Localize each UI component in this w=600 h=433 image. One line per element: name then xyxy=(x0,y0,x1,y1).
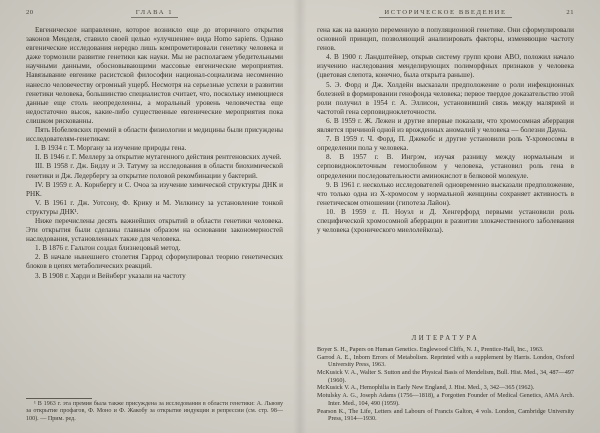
discovery-list-item: 6. В 1959 г. Ж. Лежен и другие впервые показали, что хромосомная аберрация является причиной одной из врожденных аномалий у человека — болезни Дауна. xyxy=(317,116,574,135)
discovery-list-item: 10. В 1959 г. П. Ноуэл и Д. Хенгерфорд первыми установили роль специфической хромосомной аберрации в развитии злокачественного заболевания у человека (хронического миелолейкоза). xyxy=(317,207,574,235)
nobel-list-item: V. В 1961 г. Дж. Уотсону, Ф. Крику и М. Уилкинсу за установление тонкой структуры ДНК¹. xyxy=(26,198,283,216)
reference-item: Boyer S. H., Papers on Human Genetics. Englewood Cliffs, N. J., Prentice-Hall, Inc., 1963. xyxy=(317,345,544,353)
discovery-list-item: 9. В 1961 г. несколько исследователей одновременно высказали предположение, что только одна из Х-хромосом у нормальной женщины сохраняет активность в генетическом отношении (гипотеза Лайон). xyxy=(317,180,574,207)
discoveries-list-left xyxy=(26,244,283,280)
page-number-right: 21 xyxy=(566,9,574,16)
discovery-list-item: 8. В 1957 г. В. Ингрэм, изучая разницу между нормальным и серповидноклеточным гемоглобином у человека, установил роль гена в определении последовательности аминокислот в белковой молекуле. xyxy=(317,153,574,180)
reference-item: McKusick V. A., Walter S. Sutton and the Physical Basis of Mendelism, Bull. Hist. Med., 34, 487—497 (1960). xyxy=(317,369,574,384)
page-number-left: 20 xyxy=(26,9,34,16)
paragraph-nobel-intro: Пять Нобелевских премий в области физиологии и медицины были присуждены исследователям-генетикам: xyxy=(26,126,283,144)
literature-section xyxy=(317,328,574,423)
running-title-wrap-left xyxy=(48,9,261,18)
right-page xyxy=(300,0,600,433)
footnote-block xyxy=(26,393,283,423)
reference-item: Motulsky A. G., Joseph Adams (1756—1818), a Forgotten Founder of Medical Genetics, AMA Arch. Inter. Med., 104, 490 (1959). xyxy=(317,392,574,407)
nobel-list-item: I. В 1934 г. Т. Моргану за изучение природы гена. xyxy=(35,144,187,153)
discovery-list-item: 4. В 1900 г. Ландштейнер, открыв систему групп крови АВО, положил начало изучению наследования менделирующих полиморфных признаков у человека (цветовая слепота, конечно, была открыта раньше). xyxy=(317,53,574,80)
nobel-prize-list xyxy=(26,144,283,217)
reference-item: McKusick V. A., Hemophilia in Early New England, J. Hist. Med., 3, 342—365 (1962). xyxy=(317,384,535,392)
nobel-list-item: IV. В 1959 г. А. Корнбергу и С. Очоа за изучение химической структуры ДНК и РНК. xyxy=(26,180,283,198)
nobel-list-item: III. В 1958 г. Дж. Бидлу и Э. Татуму за исследования в области биохимической генетики и Дж. Ледербергу за открытие половой рекомбинации у бактерий. xyxy=(26,162,283,180)
paragraph-continuation: гена как на важную переменную в популяционной генетике. Они сформулировали основной принцип, позволяющий анализировать факторы, изменяющие частоту генов. xyxy=(317,26,574,53)
reference-item: Garrod A. E., Inborn Errors of Metabolism. Reprinted with a supplement by Harris. London, Oxford University Press, 1963. xyxy=(317,353,574,369)
discovery-list-item: 1. В 1876 г. Гальтон создал близнецовый метод. xyxy=(35,244,181,253)
nobel-list-item: II. В 1946 г. Г. Меллеру за открытие мутагенного действия рентгеновских лучей. xyxy=(35,153,282,162)
running-title-wrap-right xyxy=(339,9,552,18)
discovery-list-item: 2. В начале нынешнего столетия Гаррод сформулировал теорию генетических блоков в цепях метаболических реакций. xyxy=(26,253,283,271)
discovery-list-item: 7. В 1959 г. Ч. Форд, П. Джекобс и другие установили роль Y-хромосомы в определении пола у человека. xyxy=(317,135,574,153)
reference-item: Pearson K., The Life, Letters and Labours of Francis Galton, 4 vols. London, Cambridge University Press, 1914—1930. xyxy=(317,407,574,423)
literature-heading: ЛИТЕРАТУРА xyxy=(411,334,480,342)
paragraph-eugenics: Евгеническое направление, которое возникло еще до вторичного открытия законов Менделя, ставило своей целью «улучшение» вида Homo sapiens. Однако евгенические исследования нередко лишь компрометировали генетику человека и даже тормозили развитие генетики как науки. Мы не располагаем убедительными научными данными, обосновывающими массовые евгенические мероприятия. Навязывание евгенике расистской философии национал-социализма несомненно нанесло человечеству огромный ущерб. Несмотря на серьезные успехи в развитии генетики человека, большинство специалистов считает, что, поскольку имеющиеся данные еще столь неопределенны, а моральный уровень человечества еще недостаточно высок, какие-либо существенные евгенические мероприятия пока слишком рискованны. xyxy=(26,26,283,125)
running-title-left: ГЛАВА 1 xyxy=(131,9,178,18)
paragraph-discoveries-intro: Ниже перечислены десять важнейших открытий в области генетики человека. Эти открытия были сделаны главным образом на основании закономерностей наследования, установленных также для человека. xyxy=(26,216,283,244)
footnote-text: ¹ В 1963 г. эта премия была также присуждена за исследования в области генетики: А. Львову за открытие профагов, Ф. Моно и Ф. Жакобу за открытие индукции и репрессии (см. стр. 98—100). — Прим. ред. xyxy=(26,400,283,422)
discovery-list-item: 5. Э. Форд и Дж. Холдейн высказали предположение о роли инфекционных болезней в формировании генофонда человека; первое твердое доказательство этой роли получил в 1954 г. А. Эллисон, установивший связь между малярией и частотой гена серповидноклеточности. xyxy=(317,80,574,116)
running-title-right: ИСТОРИЧЕСКОЕ ВВЕДЕНИЕ xyxy=(379,9,511,18)
right-page-header xyxy=(317,9,574,18)
footnote-rule xyxy=(26,398,92,399)
left-page-header xyxy=(26,9,283,18)
discoveries-list-right xyxy=(317,53,574,235)
discovery-list-item: 3. В 1908 г. Харди и Вейнберг указали на частоту xyxy=(35,271,186,280)
reference-list xyxy=(317,346,574,423)
